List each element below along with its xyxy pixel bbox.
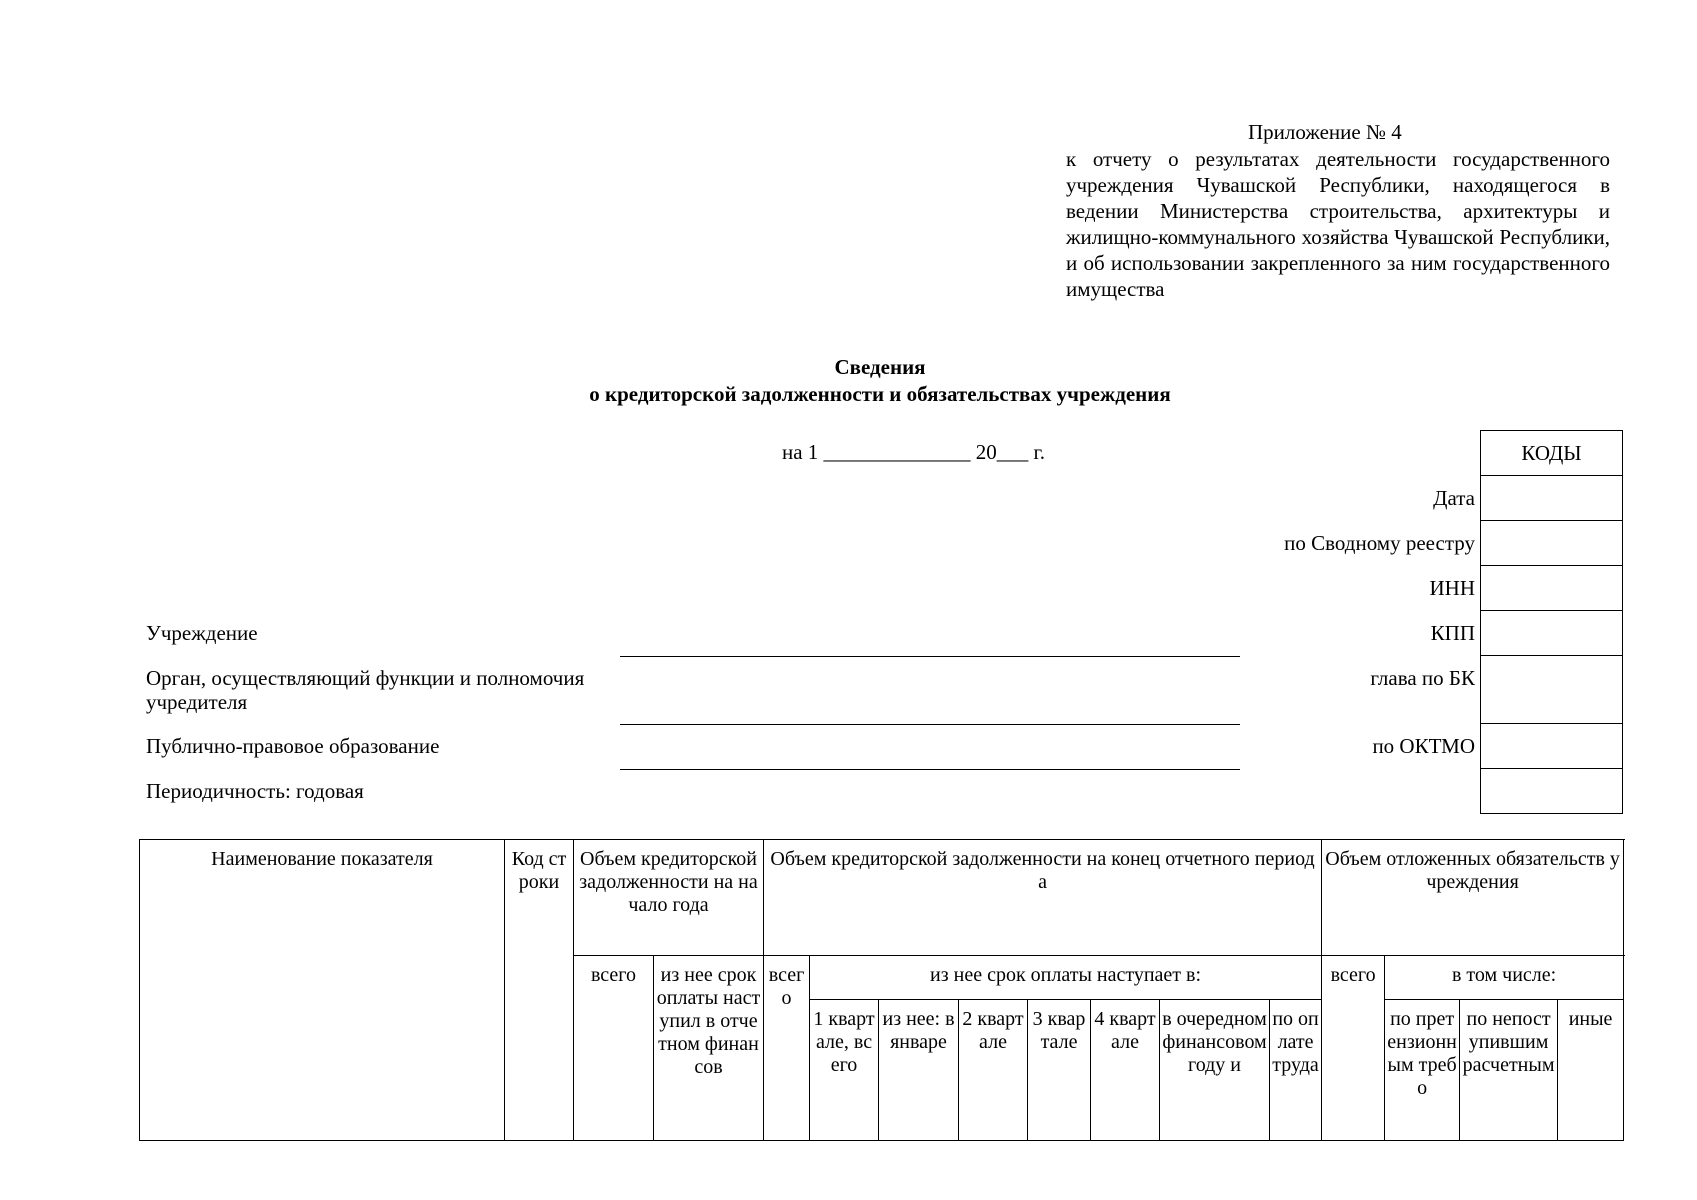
code-label-bk: глава по БК [1370, 666, 1475, 690]
header-deferred-unsettled-text: по непоступившим расчетным [1462, 1008, 1555, 1076]
code-label-inn: ИНН [1429, 576, 1475, 600]
field-label-founder: Орган, осуществляющий функции и полномочия учредителя [146, 666, 585, 714]
annex-title: Приложение № 4 [1248, 120, 1402, 144]
header-deferred-claims-text: по претензионным требо [1387, 1008, 1457, 1099]
header-end-due-group: из нее срок оплаты наступает в: [810, 956, 1322, 1000]
header-end-next-year [1160, 1000, 1270, 1141]
code-cell-kpp[interactable] [1481, 611, 1623, 656]
code-cell-oktmo[interactable] [1481, 724, 1623, 769]
title-line-2: о кредиторской задолженности и обязательствах учреждения [589, 382, 1171, 406]
header-deferred: Объем отложенных обязательств учреждения [1322, 840, 1624, 956]
code-cell-date[interactable] [1481, 476, 1623, 521]
header-row-code: Код строки [505, 840, 574, 1141]
field-line-institution[interactable] [620, 656, 1240, 657]
header-end-total: всего [764, 956, 810, 1141]
field-label-public-entity: Публично-правовое образование [146, 734, 440, 758]
code-cell-registry[interactable] [1481, 521, 1623, 566]
codes-table [1480, 430, 1623, 814]
header-start-overdue [654, 956, 764, 1141]
header-end-next-year-text: в очередном финансовом году и [1162, 1008, 1267, 1076]
code-cell-periodicity[interactable] [1481, 769, 1623, 814]
header-deferred-group: в том числе: [1385, 956, 1624, 1000]
document-title [0, 354, 1697, 408]
header-end-q4: 4 квартале [1091, 1000, 1160, 1141]
code-label-registry: по Сводному реестру [1284, 531, 1475, 555]
codes-header: КОДЫ [1481, 431, 1623, 476]
header-end-q3: 3 квартале [1028, 1000, 1091, 1141]
code-cell-bk[interactable] [1481, 656, 1623, 724]
header-end-q2: 2 квартале [959, 1000, 1028, 1141]
header-start-overdue-text: из нее срок оплаты наступил в отчетном финансов [656, 964, 761, 1078]
annex-description: к отчету о результатах деятельности государственного учреждения Чувашской Республики, находящегося в ведении Министерства строительства, архитектуры и жилищно-коммунального хозяйства Чувашской Республики, и об использовании закрепленного за ним государственного имущества [1066, 147, 1610, 301]
header-deferred-other: иные [1558, 1000, 1624, 1141]
header-deferred-labor: по оплате труда [1270, 1000, 1322, 1141]
code-label-kpp: КПП [1430, 621, 1475, 645]
title-line-1: Сведения [834, 355, 926, 379]
code-cell-inn[interactable] [1481, 566, 1623, 611]
header-start-total: всего [574, 956, 654, 1141]
main-table [139, 839, 1624, 1141]
field-label-institution: Учреждение [146, 621, 258, 645]
header-end-january: из нее: в январе [879, 1000, 959, 1141]
header-deferred-claims [1385, 1000, 1460, 1141]
report-date-line: на 1 ______________ 20___ г. [782, 440, 1046, 464]
header-end-q1: 1 квартале, всего [810, 1000, 879, 1141]
field-label-periodicity: Периодичность: годовая [146, 779, 364, 803]
header-indicator-name: Наименование показателя [140, 840, 505, 1141]
header-deferred-total: всего [1322, 956, 1385, 1141]
field-line-public-entity[interactable] [620, 769, 1240, 770]
header-deferred-unsettled [1460, 1000, 1558, 1141]
header-debt-end: Объем кредиторской задолженности на конец отчетного периода [764, 840, 1322, 956]
code-label-oktmo: по ОКТМО [1372, 734, 1475, 758]
code-label-date: Дата [1433, 486, 1475, 510]
header-debt-start: Объем кредиторской задолженности на начало года [574, 840, 764, 956]
field-line-founder[interactable] [620, 724, 1240, 725]
